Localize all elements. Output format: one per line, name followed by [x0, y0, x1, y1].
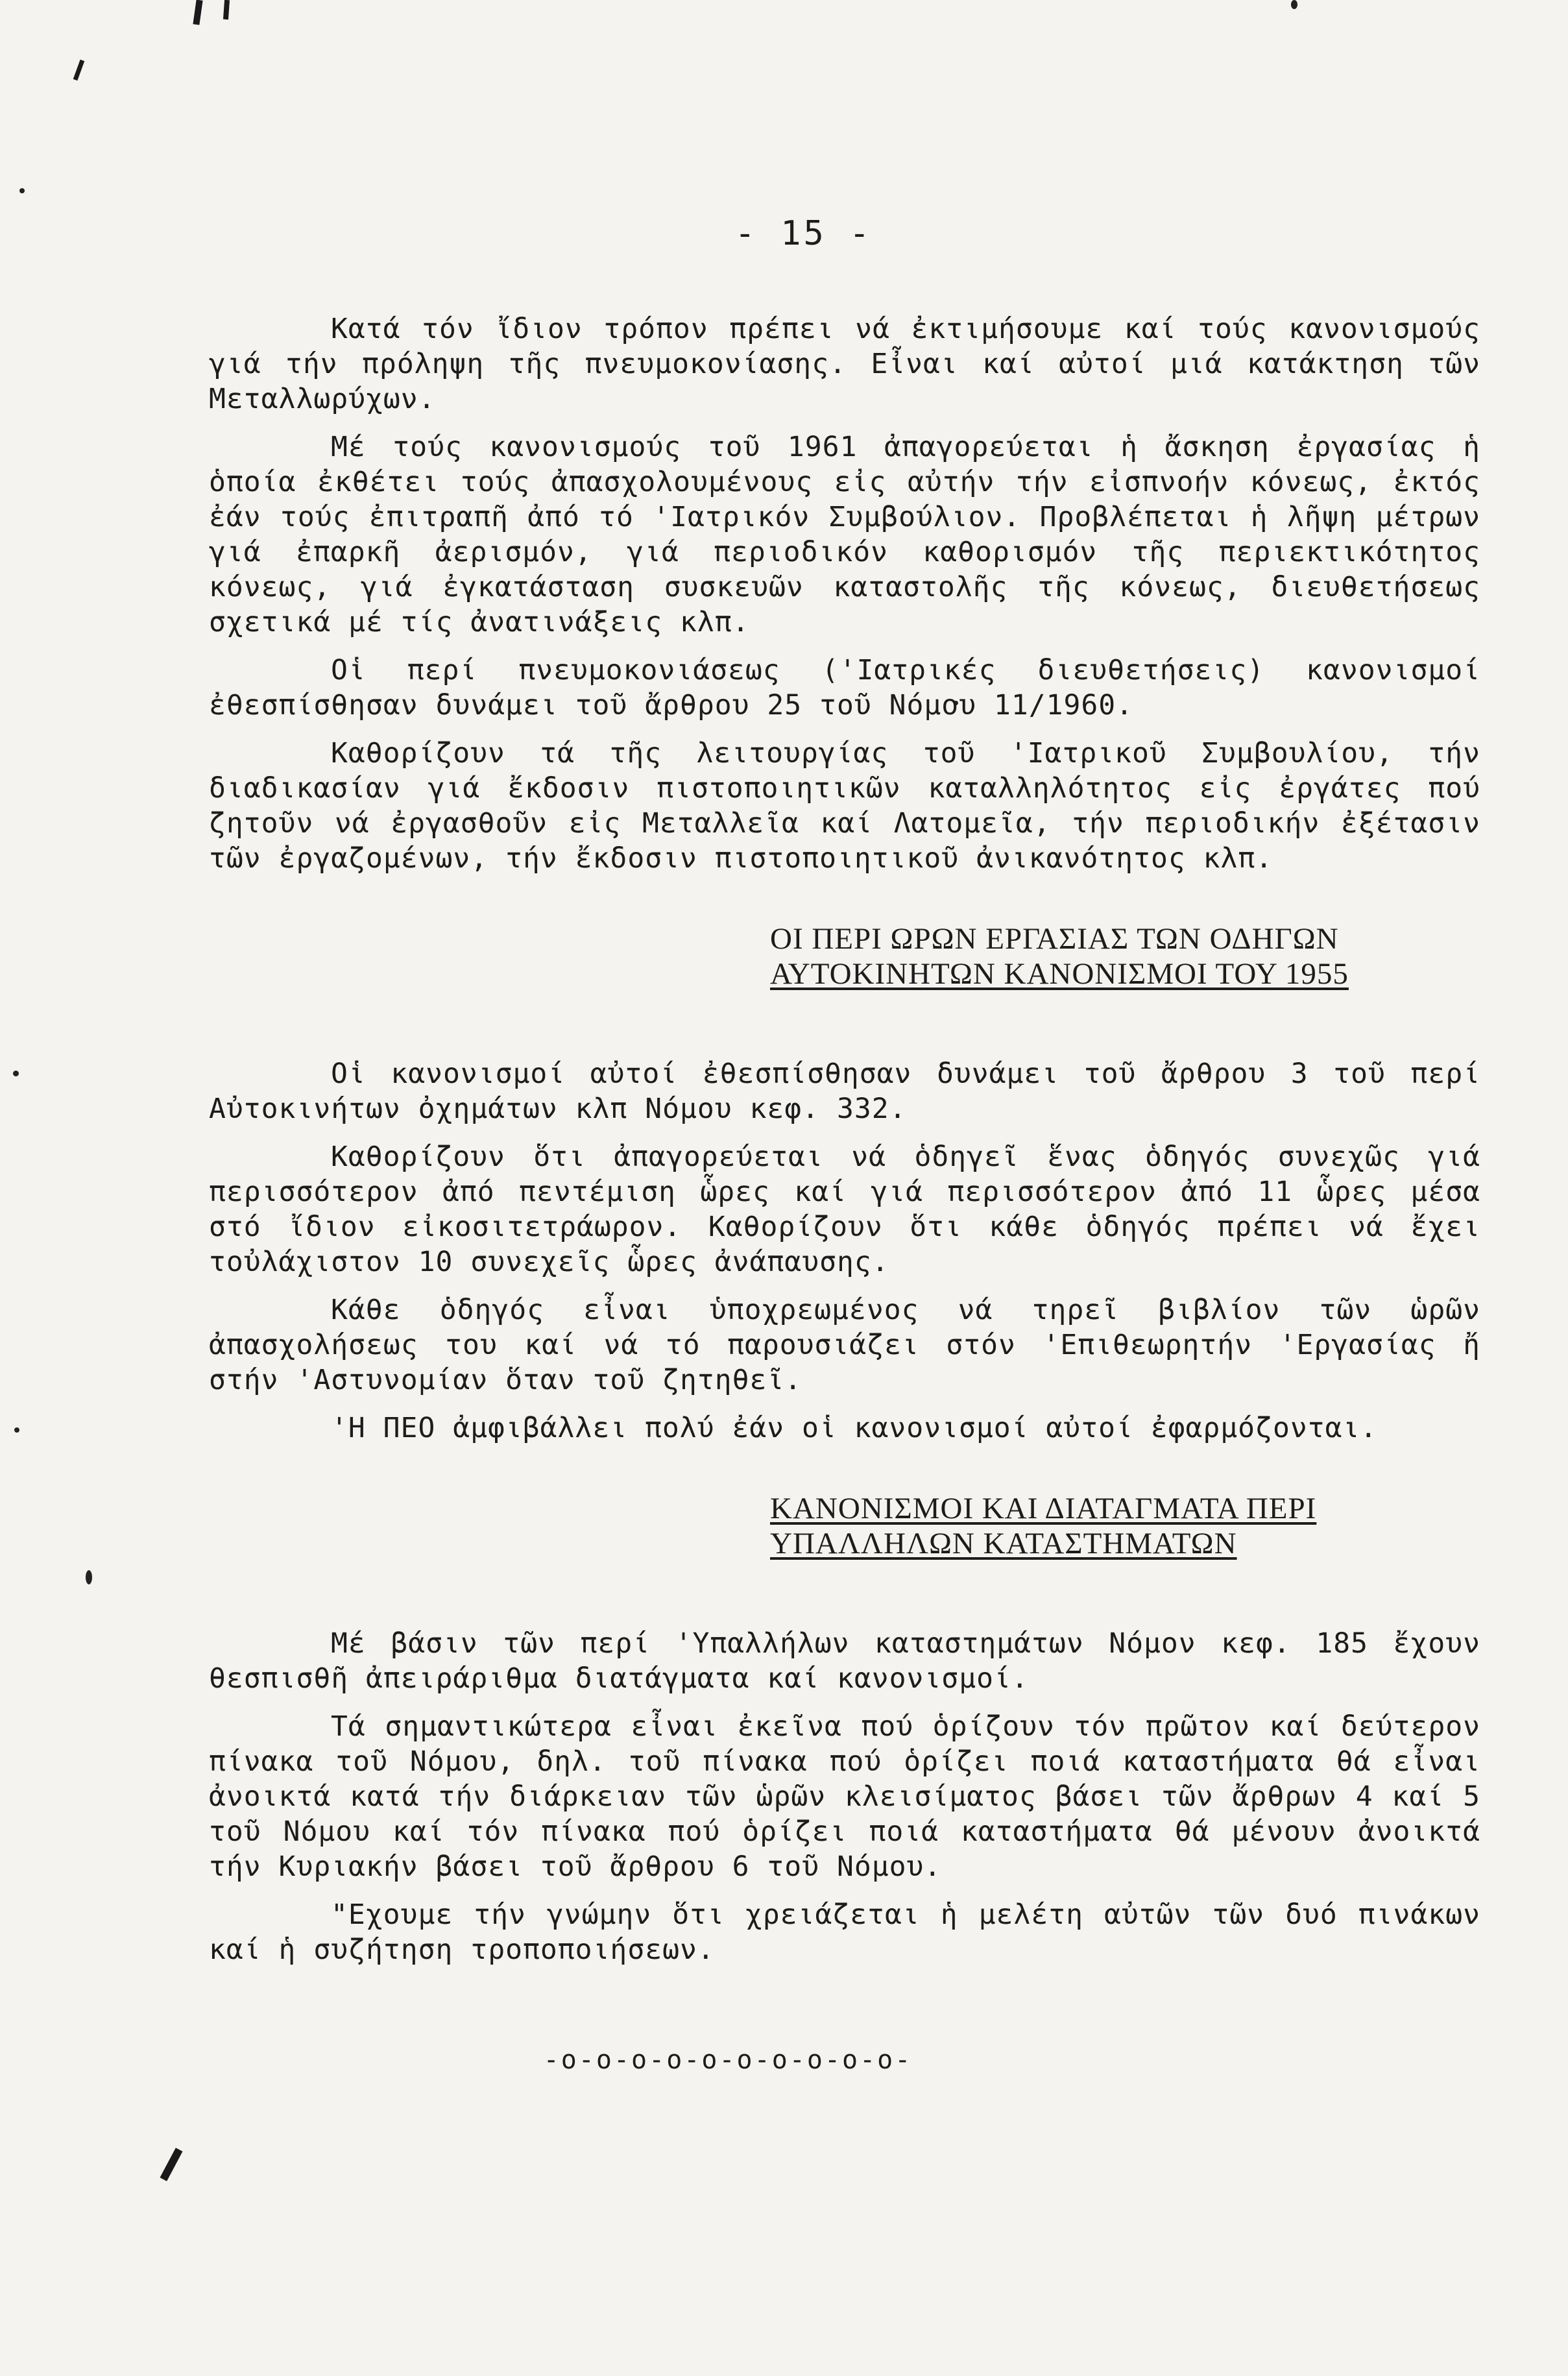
paragraph: Κατά τόν ἴδιον τρόπον πρέπει νά ἐκτιμήσουμε καί τούς κανονισμούς γιά τήν πρόληψη τῆς πνευμοκονίασης. Εἶναι καί αὐτοί μιά κατάκτηση τῶν Μεταλλωρύχων.: [209, 313, 1480, 415]
scan-speck: [19, 188, 25, 193]
section-heading: [770, 921, 1480, 991]
scan-mark: [223, 0, 230, 19]
scan-speck: [1291, 0, 1297, 9]
section-heading-line: ΑΥΤΟΚΙΝΗΤΩΝ ΚΑΝΟΝΙΣΜΟΙ ΤΟΥ 1955: [770, 957, 1349, 991]
scan-mark: [193, 0, 202, 25]
section-heading-line: ΚΑΝΟΝΙΣΜΟΙ ΚΑΙ ΔΙΑΤΑΓΜΑΤΑ ΠΕΡΙ: [770, 1492, 1317, 1525]
section-heading: [770, 1491, 1480, 1561]
section-heading-line: ΟΙ ΠΕΡΙ ΩΡΩΝ ΕΡΓΑΣΙΑΣ ΤΩΝ ΟΔΗΓΩΝ: [770, 922, 1339, 956]
scan-mark: [160, 2148, 182, 2181]
paragraph: Τά σημαντικώτερα εἶναι ἐκεῖνα πού ὁρίζουν τόν πρῶτον καί δεύτερον πίνακα τοῦ Νόμου, δηλ. τοῦ πίνακα πού ὁρίζει ποιά καταστήματα θά εἶναι ἀνοικτά κατά τήν διάρκειαν τῶν ὡρῶν κλεισίματος βάσει τῶν ἄρθρων 4 καί 5 τοῦ Νόμου καί τόν πίνακα πού ὁρίζει ποιά καταστήματα θά μένουν ἀνοικτά τήν Κυριακήν βάσει τοῦ ἄρθρου 6 τοῦ Νόμου.: [209, 1710, 1480, 1883]
end-separator: -o-o-o-o-o-o-o-o-o-o-: [543, 2045, 913, 2075]
section-heading-line: ΥΠΑΛΛΗΛΩΝ ΚΑΤΑΣΤΗΜΑΤΩΝ: [770, 1527, 1237, 1560]
scan-speck: [14, 1427, 19, 1433]
scan-mark: [73, 60, 85, 80]
paragraph: Καθορίζουν τά τῆς λειτουργίας τοῦ 'Ιατρικοῦ Συμβουλίου, τήν διαδικασίαν γιά ἔκδοσιν πιστοποιητικῶν καταλληλότητος εἰς ἐργάτες πού ζητοῦν νά ἐργασθοῦν εἰς Μεταλλεῖα καί Λατομεῖα, τήν περιοδικήν ἐξέτασιν τῶν ἐργαζομένων, τήν ἔκδοσιν πιστοποιητικοῦ ἀνικανότητος κλπ.: [209, 737, 1480, 875]
paragraph: Καθορίζουν ὅτι ἀπαγορεύεται νά ὁδηγεῖ ἕνας ὁδηγός συνεχῶς γιά περισσότερον ἀπό πεντέμιση ὧρες καί γιά περισσότερον ἀπό 11 ὧρες μέσα στό ἴδιον εἰκοσιτετράωρον. Καθορίζουν ὅτι κάθε ὁδηγός πρέπει νά ἔχει τοὐλάχιστον 10 συνεχεῖς ὧρες ἀνάπαυσης.: [209, 1141, 1480, 1278]
paragraph: Μέ βάσιν τῶν περί 'Υπαλλήλων καταστημάτων Νόμον κεφ. 185 ἔχουν θεσπισθῆ ἀπειράριθμα διατάγματα καί κανονισμοί.: [209, 1627, 1480, 1695]
paragraph: Οἱ περί πνευμοκονιάσεως ('Ιατρικές διευθετήσεις) κανονισμοί ἐθεσπίσθησαν δυνάμει τοῦ ἄρθρου 25 τοῦ Νόμου 11/1960.: [209, 654, 1480, 721]
paragraph: Μέ τούς κανονισμούς τοῦ 1961 ἀπαγορεύεται ἡ ἄσκηση ἐργασίας ἡ ὁποία ἐκθέτει τούς ἀπασχολουμένους εἰς αὐτήν τήν εἰσπνοήν κόνεως, ἐκτός ἐάν τούς ἐπιτραπῆ ἀπό τό 'Ιατρικόν Συμβούλιον. Προβλέπεται ἡ λῆψη μέτρων γιά ἐπαρκῆ ἀερισμόν, γιά περιοδικόν καθορισμόν τῆς περιεκτικότητος κόνεως, γιά ἐγκατάσταση συσκευῶν καταστολῆς τῆς κόνεως, διευθετήσεως σχετικά μέ τίς ἀνατινάξεις κλπ.: [209, 431, 1480, 638]
paragraph: 'Η ΠΕΟ ἀμφιβάλλει πολύ ἐάν οἱ κανονισμοί αὐτοί ἐφαρμόζονται.: [331, 1412, 1378, 1444]
paragraph: Οἱ κανονισμοί αὐτοί ἐθεσπίσθησαν δυνάμει τοῦ ἄρθρου 3 τοῦ περί Αὐτοκινήτων ὀχημάτων κλπ Νόμου κεφ. 332.: [209, 1058, 1480, 1125]
page-number: - 15 -: [734, 214, 873, 253]
scan-speck: [13, 1071, 19, 1076]
paragraph: "Εχουμε τήν γνώμην ὅτι χρειάζεται ἡ μελέτη αὐτῶν τῶν δυό πινάκων καί ἡ συζήτηση τροποποιήσεων.: [209, 1898, 1480, 1966]
document-body: [209, 311, 1480, 2075]
paragraph: Κάθε ὁδηγός εἶναι ὑποχρεωμένος νά τηρεῖ βιβλίον τῶν ὡρῶν ἀπασχολήσεως του καί νά τό παρουσιάζει στόν 'Επιθεωρητήν 'Εργασίας ἤ στήν 'Αστυνομίαν ὅταν τοῦ ζητηθεῖ.: [209, 1294, 1480, 1396]
scan-speck: [86, 1570, 92, 1584]
